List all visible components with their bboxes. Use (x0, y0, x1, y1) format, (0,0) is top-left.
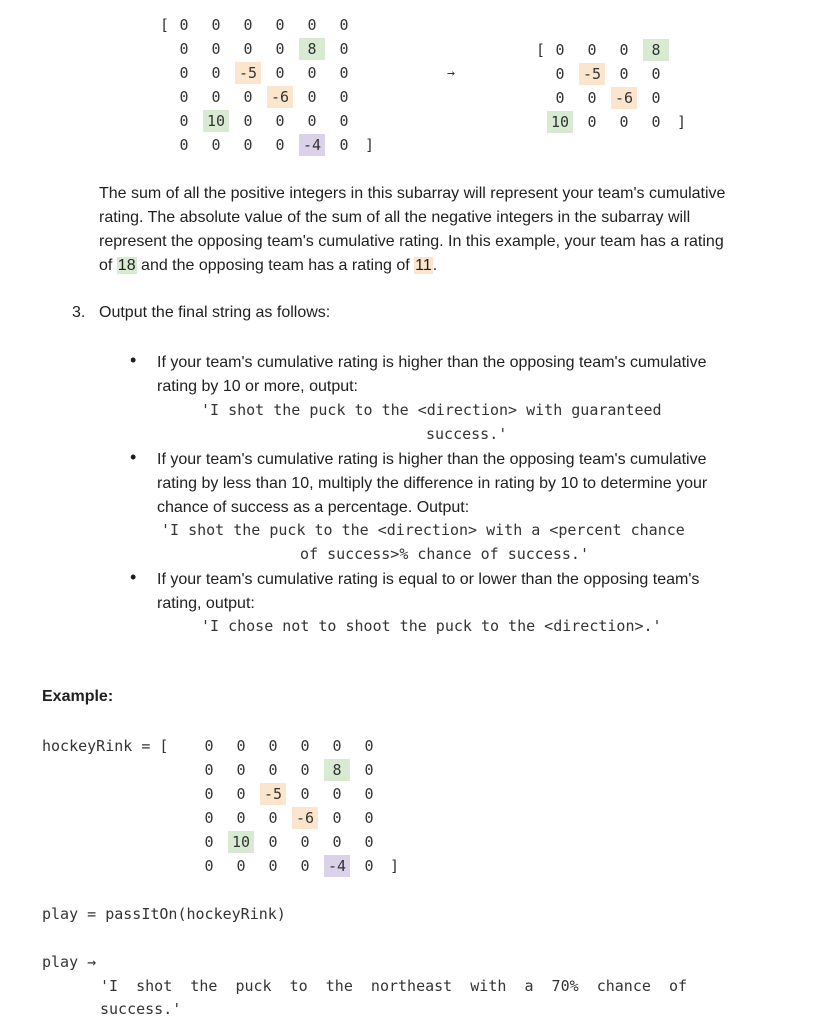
bullet-2-code-line: of success>% chance of success.' (300, 545, 589, 563)
matrix-cell: -4 (299, 134, 325, 156)
matrix-cell: 0 (364, 761, 374, 779)
matrix-cell: -6 (292, 807, 318, 829)
matrix-cell: 0 (179, 16, 189, 34)
matrix-cell: 0 (339, 16, 349, 34)
play-assignment-line: play = passItOn(hockeyRink) (42, 905, 286, 923)
matrix-cell: 0 (211, 16, 221, 34)
matrix-cell: 0 (307, 64, 317, 82)
matrix-cell: 0 (587, 41, 597, 59)
matrix-cell: 0 (268, 833, 278, 851)
matrix-cell: 8 (643, 39, 669, 61)
matrix-cell: 0 (587, 89, 597, 107)
bullet-text-line: If your team's cumulative rating is equal to or lower than the opposing team's (157, 571, 700, 588)
matrix-cell: 0 (555, 65, 565, 83)
sum-paragraph-line: The sum of all the positive integers in this subarray will represent your team's cumulative (99, 185, 726, 202)
matrix-cell: 0 (364, 857, 374, 875)
step-3-number: 3. (72, 304, 86, 321)
play-result-line: 'I shot the puck to the northeast with a 70% chance of (100, 977, 687, 995)
matrix-cell: 0 (300, 785, 310, 803)
example-variable-label: hockeyRink = [ (42, 737, 169, 755)
matrix-cell: 0 (179, 88, 189, 106)
right-arrow-icon: → (447, 66, 455, 81)
matrix-cell: 10 (547, 111, 573, 133)
matrix-cell: 10 (203, 110, 229, 132)
matrix-cell: 0 (619, 41, 629, 59)
matrix-cell: 0 (300, 833, 310, 851)
matrix-cell: 0 (651, 113, 661, 131)
matrix-cell: 0 (339, 88, 349, 106)
matrix-cell: 0 (179, 64, 189, 82)
sum-paragraph (99, 182, 791, 278)
matrix-cell: 0 (364, 737, 374, 755)
text-fragment: . (432, 257, 438, 274)
matrix-open-bracket: [ (160, 16, 170, 34)
matrix-cell: 0 (651, 89, 661, 107)
bullet-text-line: If your team's cumulative rating is higher than the opposing team's cumulative (157, 451, 707, 468)
matrix-cell: -6 (267, 86, 293, 108)
matrix-cell: 0 (300, 737, 310, 755)
matrix-cell: 0 (300, 857, 310, 875)
bullet-2-code-line: 'I shot the puck to the <direction> with a <percent chance (161, 521, 685, 539)
matrix-cell: 0 (243, 136, 253, 154)
matrix-cell: 0 (651, 65, 661, 83)
opposing-rating-value: 11 (415, 257, 432, 274)
bullet-3-text (157, 568, 791, 616)
matrix-cell: 0 (364, 785, 374, 803)
matrix-cell: 0 (364, 809, 374, 827)
matrix-cell: -5 (235, 62, 261, 84)
matrix-cell: 0 (587, 113, 597, 131)
matrix-cell: -5 (260, 783, 286, 805)
matrix-cell: 0 (211, 136, 221, 154)
sum-paragraph-line: represent the opposing team's cumulative rating. In this example, your team has a rating (99, 233, 724, 250)
matrix-cell: 0 (236, 785, 246, 803)
matrix-cell: -5 (579, 63, 605, 85)
bullet-icon: • (130, 447, 137, 467)
step-3-text: Output the final string as follows: (99, 304, 331, 321)
matrix-cell: 0 (236, 761, 246, 779)
matrix-cell: 0 (307, 112, 317, 130)
sum-paragraph-line (99, 254, 791, 278)
matrix-cell: 0 (339, 136, 349, 154)
play-result-line: success.' (100, 1000, 182, 1018)
matrix-cell: 0 (243, 16, 253, 34)
bullet-text-line: rating, output: (157, 595, 255, 612)
matrix-cell: 0 (339, 64, 349, 82)
matrix-close-bracket: ] (677, 113, 687, 131)
bullet-text-line: rating by 10 or more, output: (157, 378, 358, 395)
matrix-cell: 0 (211, 64, 221, 82)
matrix-cell: 0 (204, 785, 214, 803)
matrix-cell: 0 (204, 737, 214, 755)
matrix-cell: -4 (324, 855, 350, 877)
matrix-cell: 0 (243, 112, 253, 130)
matrix-cell: 0 (275, 136, 285, 154)
matrix-close-bracket: ] (365, 136, 375, 154)
matrix-cell: 0 (307, 88, 317, 106)
matrix-cell: 0 (619, 65, 629, 83)
bullet-icon: • (130, 350, 137, 370)
matrix-cell: 0 (179, 112, 189, 130)
matrix-cell: 0 (211, 40, 221, 58)
matrix-cell: 0 (364, 833, 374, 851)
sum-paragraph-line: rating. The absolute value of the sum of all the negative integers in the subarray will (99, 209, 691, 226)
matrix-close-bracket: ] (390, 857, 400, 875)
matrix-cell: 0 (275, 64, 285, 82)
bullet-1-text (157, 351, 791, 399)
matrix-cell: 0 (179, 136, 189, 154)
matrix-cell: 0 (236, 857, 246, 875)
subarray-open-bracket: [ (536, 41, 546, 59)
matrix-cell: 0 (268, 761, 278, 779)
bullet-text-line: chance of success as a percentage. Output: (157, 499, 470, 516)
matrix-cell: 0 (275, 40, 285, 58)
bullet-2-text (157, 448, 791, 520)
matrix-cell: 0 (555, 41, 565, 59)
matrix-cell: -6 (611, 87, 637, 109)
matrix-cell: 0 (275, 16, 285, 34)
matrix-cell: 0 (339, 40, 349, 58)
matrix-cell: 0 (332, 785, 342, 803)
matrix-cell: 0 (339, 112, 349, 130)
matrix-cell: 0 (332, 737, 342, 755)
example-heading: Example: (42, 688, 114, 705)
matrix-cell: 0 (268, 809, 278, 827)
text-fragment: and the opposing team has a rating of (136, 257, 415, 274)
bullet-1-code-line: success.' (426, 425, 508, 443)
team-rating-value: 18 (117, 257, 136, 274)
matrix-cell: 0 (243, 88, 253, 106)
matrix-cell: 0 (332, 809, 342, 827)
matrix-cell: 0 (236, 737, 246, 755)
bullet-text-line: rating by less than 10, multiply the difference in rating by 10 to determine your (157, 475, 708, 492)
matrix-cell: 0 (204, 833, 214, 851)
matrix-cell: 0 (204, 857, 214, 875)
bullet-1-code-line: 'I shot the puck to the <direction> with guaranteed (201, 401, 662, 419)
matrix-cell: 0 (268, 857, 278, 875)
matrix-cell: 0 (275, 112, 285, 130)
matrix-cell: 8 (299, 38, 325, 60)
bullet-3-code-line: 'I chose not to shoot the puck to the <direction>.' (201, 617, 662, 635)
matrix-cell: 0 (619, 113, 629, 131)
matrix-cell: 0 (300, 761, 310, 779)
bullet-text-line: If your team's cumulative rating is higher than the opposing team's cumulative (157, 354, 707, 371)
play-output-label: play → (42, 953, 97, 971)
matrix-cell: 0 (236, 809, 246, 827)
matrix-cell: 8 (324, 759, 350, 781)
matrix-cell: 0 (211, 88, 221, 106)
matrix-cell: 0 (204, 809, 214, 827)
matrix-cell: 0 (307, 16, 317, 34)
matrix-cell: 10 (228, 831, 254, 853)
text-fragment: of (99, 257, 117, 274)
matrix-cell: 0 (179, 40, 189, 58)
matrix-cell: 0 (268, 737, 278, 755)
matrix-cell: 0 (332, 833, 342, 851)
matrix-cell: 0 (243, 40, 253, 58)
matrix-cell: 0 (555, 89, 565, 107)
matrix-cell: 0 (204, 761, 214, 779)
bullet-icon: • (130, 567, 137, 587)
